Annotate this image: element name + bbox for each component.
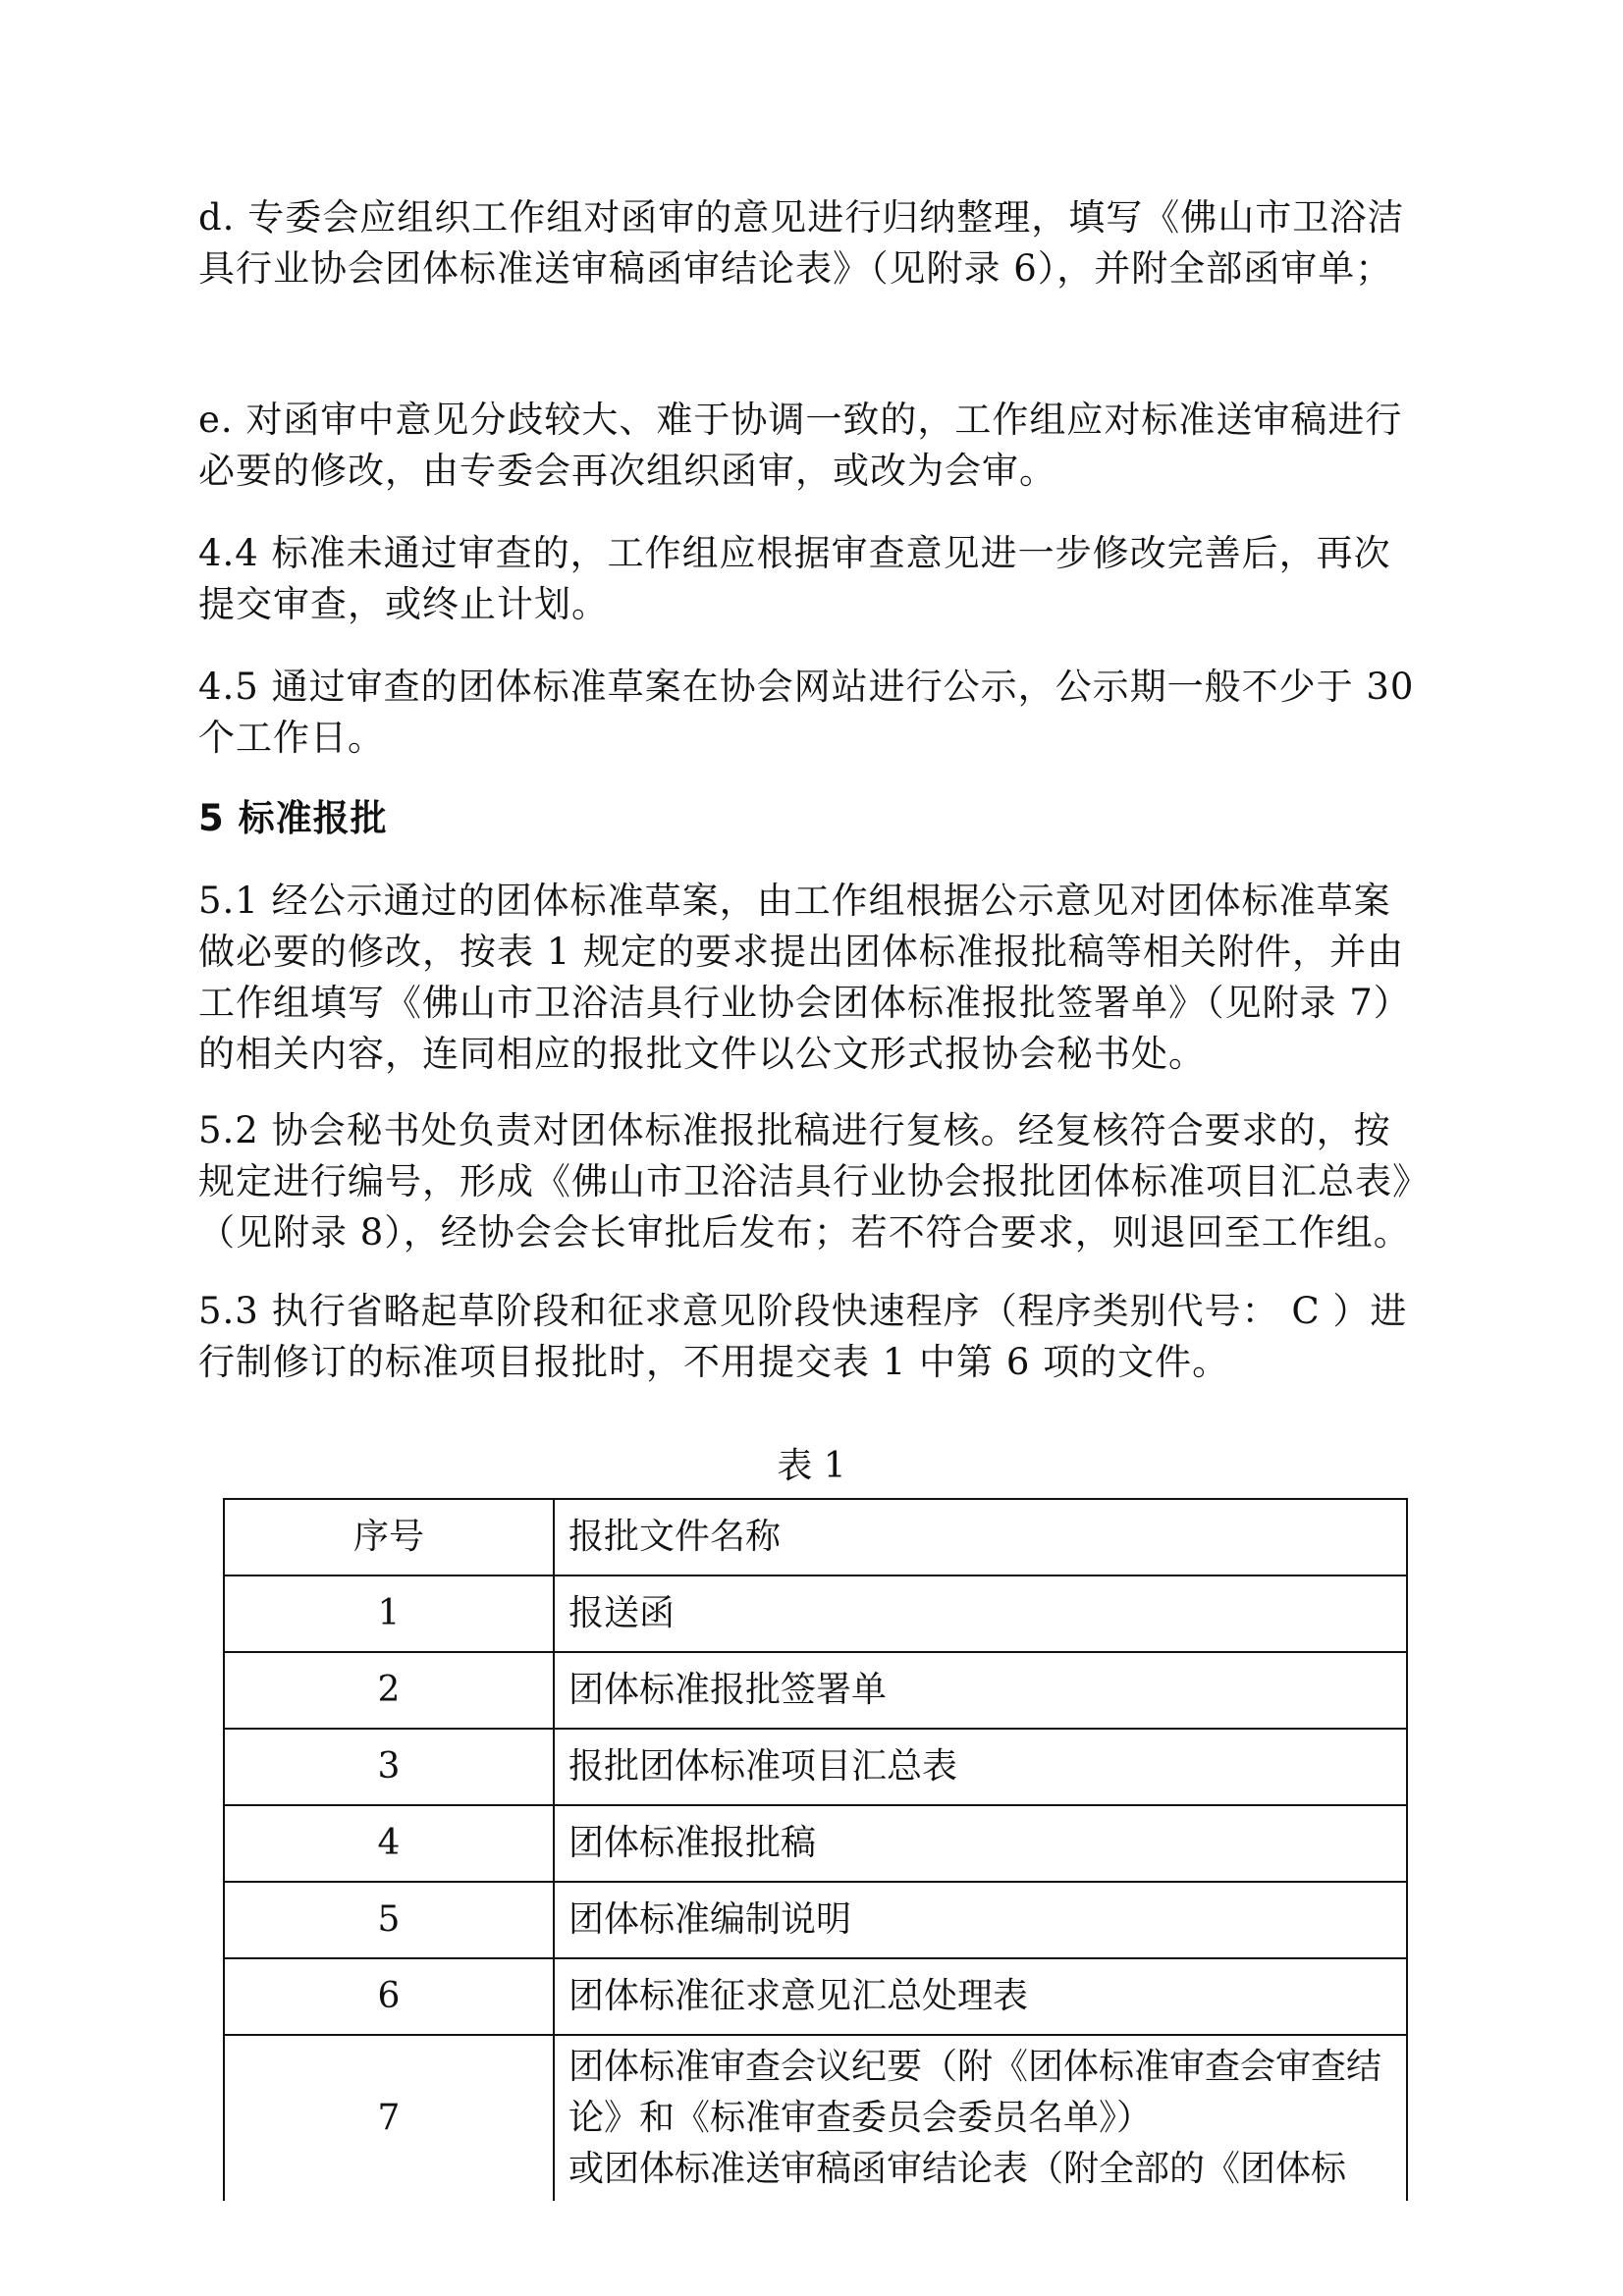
row-number: 5 bbox=[224, 1882, 554, 1958]
row-number: 6 bbox=[224, 1958, 554, 2035]
table-caption: 表 1 bbox=[777, 1446, 846, 1486]
submission-documents-table bbox=[223, 1498, 1408, 2201]
table-row bbox=[224, 2035, 1407, 2201]
paragraph-5-2: 5.2 协会秘书处负责对团体标准报批稿进行复核。经复核符合要求的，按规定进行编号，形成《佛山市卫浴洁具行业协会报批团体标准项目汇总表》（见附录 8），经协会会长审批后发布；若不符合要求，则退回至工作组。 bbox=[198, 1109, 1412, 1254]
row-document-name: 团体标准征求意见汇总处理表 bbox=[554, 1958, 1407, 2035]
row-number: 7 bbox=[224, 2035, 554, 2201]
row-number: 4 bbox=[224, 1805, 554, 1882]
paragraph-5-1: 5.1 经公示通过的团体标准草案，由工作组根据公示意见对团体标准草案做必要的修改，按表 1 规定的要求提出团体标准报批稿等相关附件，并由工作组填写《佛山市卫浴洁具行业协会团体标准报批签署单》（见附录 7）的相关内容，连同相应的报批文件以公文形式报协会秘书处。 bbox=[198, 880, 1411, 1075]
paragraph-4-4: 4.4 标准未通过审查的，工作组应根据审查意见进一步修改完善后，再次提交审查，或终止计划。 bbox=[198, 532, 1391, 625]
section-5-heading: 5 标准报批 bbox=[198, 797, 388, 839]
row-document-name: 报批团体标准项目汇总表 bbox=[554, 1729, 1407, 1805]
paragraph-5-3: 5.3 执行省略起草阶段和征求意见阶段快速程序（程序类别代号： C ）进行制修订的标准项目报批时，不用提交表 1 中第 6 项的文件。 bbox=[198, 1290, 1408, 1383]
row-document-name bbox=[554, 2035, 1407, 2201]
row-document-name: 报送函 bbox=[554, 1575, 1407, 1652]
table-row bbox=[224, 1729, 1407, 1805]
header-serial-number: 序号 bbox=[224, 1499, 554, 1575]
row-number: 3 bbox=[224, 1729, 554, 1805]
row-number: 1 bbox=[224, 1575, 554, 1652]
row-document-name-line-1: 团体标准审查会议纪要（附《团体标准审查会审查结论》和《标准审查委员会委员名单》） bbox=[568, 2047, 1382, 2138]
row-number: 2 bbox=[224, 1652, 554, 1729]
table-row bbox=[224, 1652, 1407, 1729]
table-row bbox=[224, 1575, 1407, 1652]
table-row bbox=[224, 1958, 1407, 2035]
paragraph-d: d. 专委会应组织工作组对函审的意见进行归纳整理，填写《佛山市卫浴洁具行业协会团体标准送审稿函审结论表》（见附录 6），并附全部函审单； bbox=[198, 196, 1405, 290]
table-row bbox=[224, 1882, 1407, 1958]
paragraph-4-5: 4.5 通过审查的团体标准草案在协会网站进行公示，公示期一般不少于 30 个工作日。 bbox=[198, 666, 1415, 759]
table-row bbox=[224, 1805, 1407, 1882]
table-header-row bbox=[224, 1499, 1407, 1575]
paragraph-e: e. 对函审中意见分歧较大、难于协调一致的，工作组应对标准送审稿进行必要的修改，由专委会再次组织函审，或改为会审。 bbox=[198, 399, 1403, 492]
row-document-name: 团体标准报批稿 bbox=[554, 1805, 1407, 1882]
row-document-name: 团体标准编制说明 bbox=[554, 1882, 1407, 1958]
row-document-name-line-2: 或团体标准送审稿函审结论表（附全部的《团体标 bbox=[568, 2149, 1347, 2189]
header-document-name: 报批文件名称 bbox=[554, 1499, 1407, 1575]
row-document-name: 团体标准报批签署单 bbox=[554, 1652, 1407, 1729]
